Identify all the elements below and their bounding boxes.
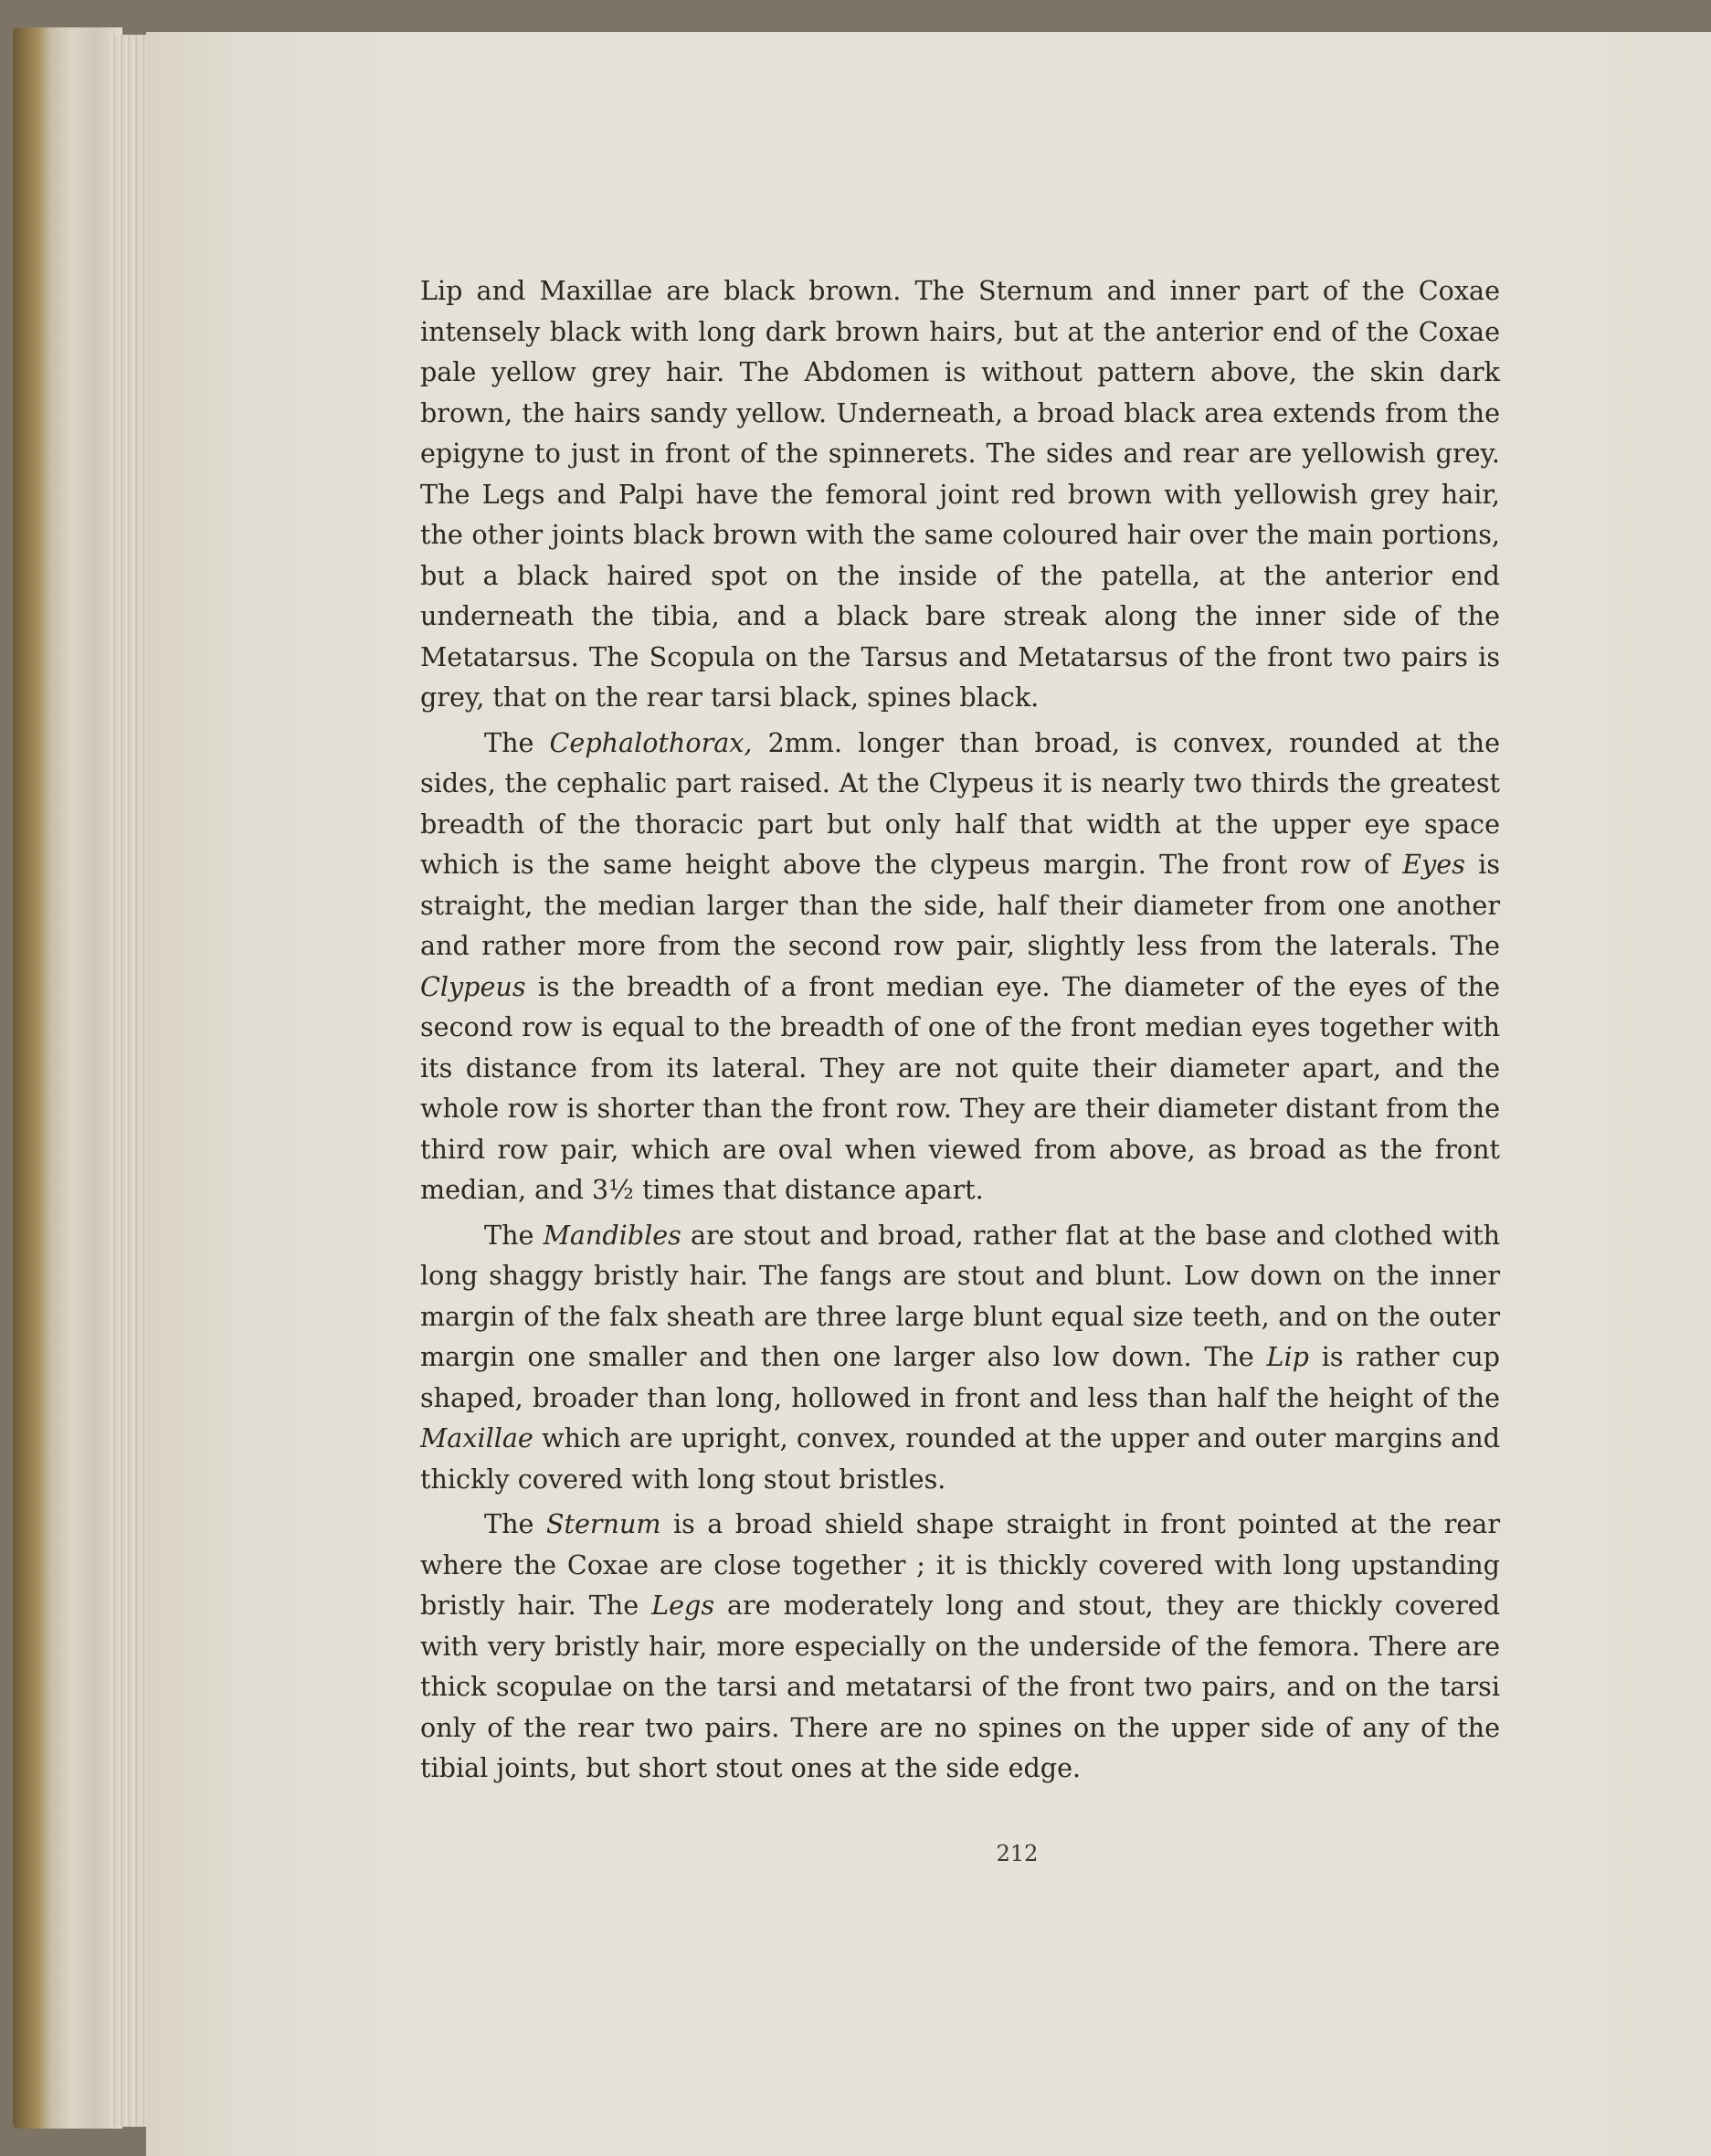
text-run: are moderately long and stout, they are thickly covered with very bristly hair, more especially on the underside of the femora. There are thick scopulae on the tarsi and metatarsi of the front two pairs, and on the tarsi only of the rear two pairs. There are no spines on the upper side of any of the tibial joints, but short stout ones at the side edge. — [420, 1590, 1501, 1783]
text-run: are stout and broad, rather flat at the base and clothed with long shaggy bristly hair. The fangs are stout and blunt. Low down on the inner margin of the falx sheath are three large blunt equal size teeth, and on the outer margin one smaller and then one larger also low down. The — [420, 1219, 1500, 1372]
italic-term: Maxillae — [420, 1422, 533, 1453]
italic-term: Eyes — [1402, 849, 1465, 880]
page-number-label: 212 — [996, 1841, 1039, 1866]
text-run: is a broad shield shape straight in front pointed at the rear where the Coxae are close together ; it is thickly covered with long upstanding bristly hair. The — [420, 1508, 1501, 1621]
text-run: 2mm. longer than broad, is convex, rounded at the sides, the cephalic part raised. At the Clypeus it is nearly two thirds the greatest breadth of the thoracic part but only half that width at the upper eye space which is the same height above the clypeus margin. The front row of — [420, 726, 1500, 880]
text-run: is the breadth of a front median eye. The diameter of the eyes of the second row is equal to the breadth of one of the front median eyes together with its distance from its lateral. They are not quite their diameter apart, and the whole row is shorter than the front row. They are their diameter distant from the third row pair, which are oval when viewed from above, as broad as the front median, and 3½ times that distance apart. — [420, 970, 1500, 1205]
italic-term: Legs — [651, 1590, 714, 1621]
italic-term: Sternum — [545, 1508, 661, 1539]
text-run: The — [484, 726, 550, 758]
text-run: The — [484, 1508, 546, 1539]
paragraph — [420, 1504, 1500, 1789]
text-run: is rather cup shaped, broader than long, hollowed in front and less than half the height of the — [420, 1341, 1500, 1413]
paragraph — [420, 270, 1500, 718]
italic-term: Cephalothorax, — [549, 726, 753, 758]
paragraph — [420, 1215, 1500, 1500]
text-run: is straight, the median larger than the side, half their diameter from one another and rather more from the second row pair, slightly less from the laterals. The — [420, 849, 1500, 961]
book-spine — [13, 27, 122, 2129]
text-run: Lip and Maxillae are black brown. The Sternum and inner part of the Coxae intensely black with long dark brown hairs, but at the anterior end of the Coxae pale yellow grey hair. The Abdomen is without pattern above, the skin dark brown, the hairs sandy yellow. Underneath, a broad black area extends from the epigyne to just in front of the spinnerets. The sides and rear are yellowish grey. The Legs and Palpi have the femoral joint red brown with yellowish grey hair, the other joints black brown with the same coloured hair over the main portions, but a black haired spot on the inside of the patella, at the anterior end underneath the tibia, and a black bare streak along the inner side of the Metatarsus. The Scopula on the Tarsus and Metatarsus of the front two pairs is grey, that on the rear tarsi black, spines black. — [420, 275, 1500, 713]
italic-term: Lip — [1266, 1341, 1309, 1372]
italic-term: Clypeus — [420, 970, 526, 1002]
text-run: The — [484, 1219, 544, 1251]
page-number — [0, 1841, 1711, 1866]
paragraph — [420, 723, 1500, 1210]
body-text — [420, 270, 1500, 1793]
italic-term: Mandibles — [543, 1219, 681, 1251]
text-run: which are upright, convex, rounded at the upper and outer margins and thickly covered with long stout bristles. — [420, 1422, 1500, 1495]
